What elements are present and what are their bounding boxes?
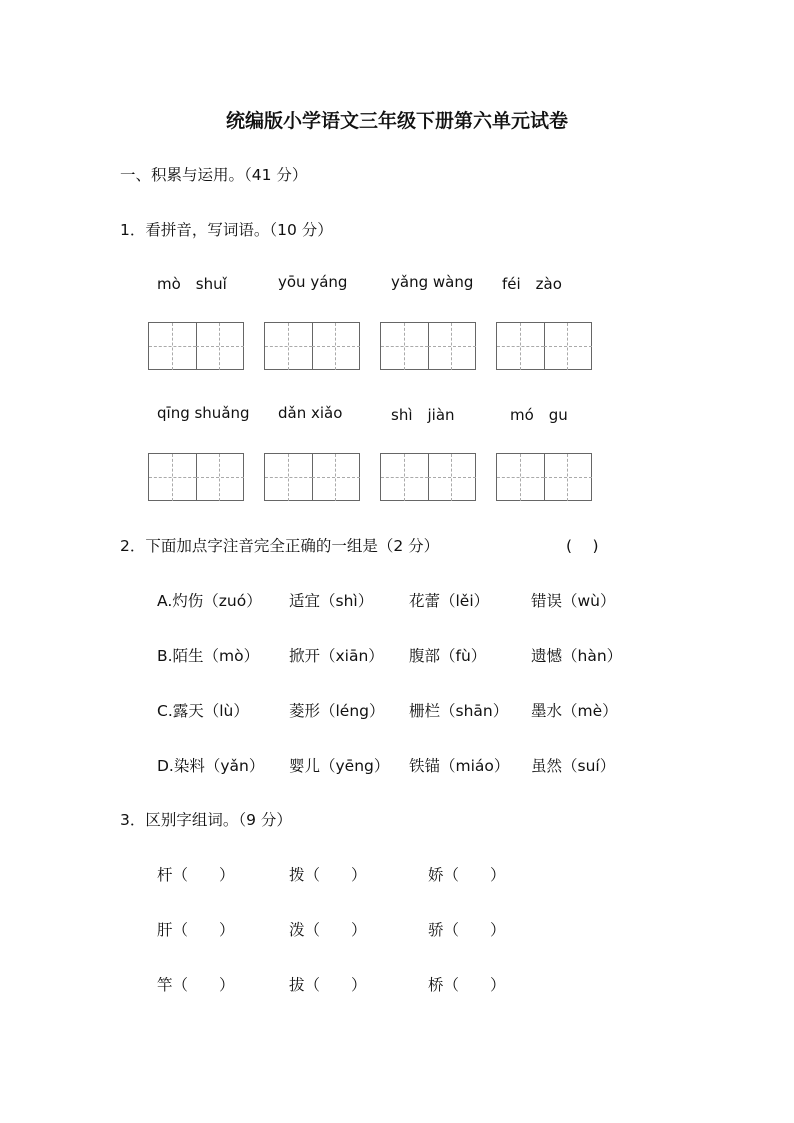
- option-a-3: 花蕾（lěi）: [409, 592, 490, 610]
- option-c-4: 墨水（mè）: [531, 702, 618, 720]
- writing-grid[interactable]: [264, 322, 360, 370]
- grid-cell[interactable]: [196, 454, 244, 501]
- option-a-1: A.灼伤（zuó）: [157, 592, 262, 610]
- writing-grid[interactable]: [496, 322, 592, 370]
- option-c-1: C.露天（lù）: [157, 702, 249, 720]
- option-d-2: 婴儿（yēng）: [289, 757, 390, 775]
- grid-cell[interactable]: [312, 323, 360, 370]
- question-3-heading: 3．区别字组词。（9 分）: [120, 811, 292, 829]
- word-blank-3-1[interactable]: 竿（ ）: [157, 976, 235, 994]
- grid-cell[interactable]: [265, 323, 313, 370]
- writing-grid[interactable]: [264, 453, 360, 501]
- pinyin-1-1: mò shuǐ: [157, 275, 227, 293]
- option-c-3: 栅栏（shān）: [409, 702, 509, 720]
- option-a-2: 适宜（shì）: [289, 592, 374, 610]
- grid-cell[interactable]: [428, 323, 476, 370]
- grid-cell[interactable]: [149, 323, 197, 370]
- option-d-1: D.染料（yǎn）: [157, 757, 265, 775]
- grid-cell[interactable]: [381, 454, 429, 501]
- pinyin-1-3: yǎng wàng: [391, 273, 474, 291]
- word-blank-3-3[interactable]: 桥（ ）: [428, 976, 506, 994]
- option-a-4: 错误（wù）: [531, 592, 616, 610]
- word-blank-2-2[interactable]: 泼（ ）: [289, 921, 367, 939]
- option-b-3: 腹部（fù）: [409, 647, 487, 665]
- grid-cell[interactable]: [544, 323, 592, 370]
- pinyin-2-4: mó gu: [510, 406, 568, 424]
- answer-parentheses[interactable]: ( ): [566, 537, 599, 555]
- writing-grid[interactable]: [148, 322, 244, 370]
- writing-grid[interactable]: [148, 453, 244, 501]
- option-b-2: 掀开（xiān）: [289, 647, 384, 665]
- word-blank-3-2[interactable]: 拔（ ）: [289, 976, 367, 994]
- grid-cell[interactable]: [312, 454, 360, 501]
- word-blank-1-1[interactable]: 杆（ ）: [157, 866, 235, 884]
- grid-cell[interactable]: [544, 454, 592, 501]
- word-blank-2-3[interactable]: 骄（ ）: [428, 921, 506, 939]
- word-blank-1-3[interactable]: 娇（ ）: [428, 866, 506, 884]
- page-title: 统编版小学语文三年级下册第六单元试卷: [225, 110, 568, 132]
- question-1-heading: 1．看拼音，写词语。（10 分）: [120, 221, 333, 239]
- pinyin-2-1: qīng shuǎng: [157, 404, 250, 422]
- grid-cell[interactable]: [196, 323, 244, 370]
- pinyin-2-3: shì jiàn: [391, 406, 455, 424]
- question-2-heading: 2．下面加点字注音完全正确的一组是（2 分）: [120, 537, 440, 555]
- grid-cell[interactable]: [265, 454, 313, 501]
- grid-cell[interactable]: [149, 454, 197, 501]
- section-heading: 一、积累与运用。（41 分）: [120, 166, 308, 184]
- grid-cell[interactable]: [497, 454, 545, 501]
- writing-grid[interactable]: [380, 322, 476, 370]
- option-b-1: B.陌生（mò）: [157, 647, 260, 665]
- writing-grid[interactable]: [380, 453, 476, 501]
- pinyin-1-4: féi zào: [502, 275, 562, 293]
- writing-grid[interactable]: [496, 453, 592, 501]
- pinyin-1-2: yōu yáng: [278, 273, 348, 291]
- grid-cell[interactable]: [381, 323, 429, 370]
- option-d-4: 虽然（suí）: [531, 757, 616, 775]
- option-b-4: 遗憾（hàn）: [531, 647, 623, 665]
- grid-cell[interactable]: [497, 323, 545, 370]
- grid-cell[interactable]: [428, 454, 476, 501]
- word-blank-2-1[interactable]: 肝（ ）: [157, 921, 235, 939]
- option-d-3: 铁锚（miáo）: [409, 757, 510, 775]
- pinyin-2-2: dǎn xiǎo: [278, 404, 343, 422]
- option-c-2: 菱形（léng）: [289, 702, 385, 720]
- word-blank-1-2[interactable]: 拨（ ）: [289, 866, 367, 884]
